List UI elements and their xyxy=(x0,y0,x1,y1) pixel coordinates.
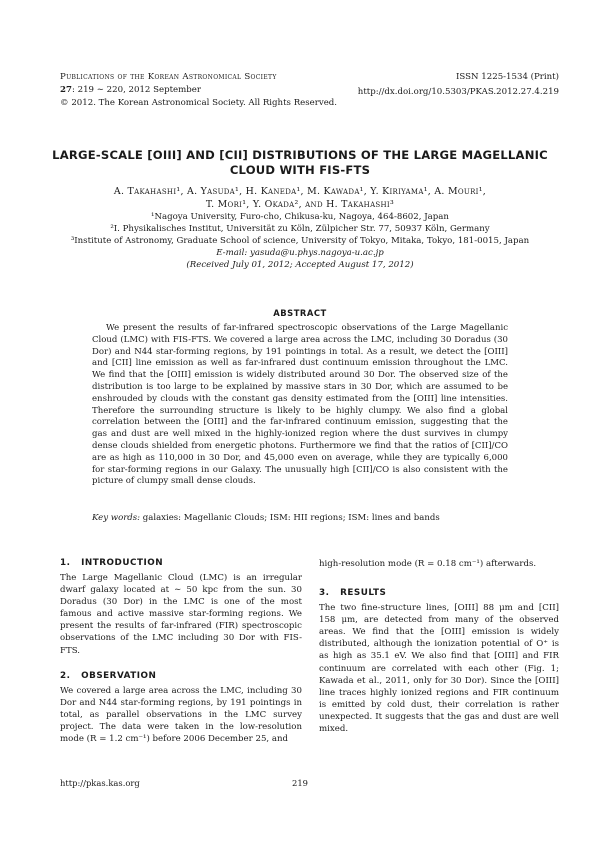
title-line-2: CLOUD WITH FIS-FTS xyxy=(229,163,371,177)
affiliations xyxy=(40,211,560,271)
left-column xyxy=(60,558,302,745)
keywords xyxy=(92,512,508,524)
author-list xyxy=(40,185,560,211)
abstract-heading: ABSTRACT xyxy=(273,308,327,318)
intro-text: The Large Magellanic Cloud (LMC) is an irregular dwarf galaxy located at ∼ 50 kpc from the sun. 30 Doradus (30 Dor) in the LMC is one of the most famous and active massive star-forming regions. We present the results of far-infrared (FIR) spectroscopic observations of the LMC including 30 Dor with FIS-FTS. xyxy=(60,573,302,656)
paper-title xyxy=(40,148,560,178)
email: E-mail: yasuda@u.phys.nagoya-u.ac.jp xyxy=(216,248,384,258)
results-heading: 3. RESULTS xyxy=(319,588,387,599)
page-range: : 219 ∼ 220, 2012 September xyxy=(71,85,201,95)
volume-info xyxy=(60,84,201,96)
right-column xyxy=(319,558,559,735)
title-line-1: LARGE-SCALE [OIII] AND [CII] DISTRIBUTIONS OF THE LARGE MAGELLANIC xyxy=(52,148,548,162)
keywords-label: Key words: xyxy=(92,513,141,523)
affiliation-2: ²I. Physikalisches Institut, Universität zu Köln, Zülpicher Str. 77, 50937 Köln, Germany xyxy=(110,224,490,234)
issn: ISSN 1225-1534 (Print) xyxy=(456,72,559,82)
affiliation-1: ¹Nagoya University, Furo-cho, Chikusa-ku, Nagoya, 464-8602, Japan xyxy=(151,212,449,222)
copyright: © 2012. The Korean Astronomical Society. All Rights Reserved. xyxy=(60,98,338,108)
received-dates: (Received July 01, 2012; Accepted August 17, 2012) xyxy=(186,260,414,270)
volume-number: 27 xyxy=(60,85,72,95)
keywords-text: galaxies: Magellanic Clouds; ISM: HII regions; ISM: lines and bands xyxy=(142,513,440,523)
affiliation-3: ³Institute of Astronomy, Graduate School of science, University of Tokyo, Mitaka, Tokyo, 181-0015, Japan xyxy=(70,236,530,246)
doi-link[interactable]: http://dx.doi.org/10.5303/PKAS.2012.27.4.219 xyxy=(357,87,559,97)
page-number: 219 xyxy=(292,778,308,788)
footer-url[interactable]: http://pkas.kas.org xyxy=(60,778,140,788)
journal-name: Publications of the Korean Astronomical Society xyxy=(60,72,277,82)
authors-line-1: A. Takahashi¹, A. Yasuda¹, H. Kaneda¹, M. Kawada¹, Y. Kiriyama¹, A. Mouri¹, xyxy=(113,186,487,197)
abstract-text: We present the results of far-infrared spectroscopic observations of the Large Magellanic Cloud (LMC) with FIS-FTS. We covered a large area across the LMC, including 30 Doradus (30 Dor) and N44 star-forming regions, by 191 pointings in total. As a result, we detect the [OIII] and [CII] line emission as well as far-infrared dust continuum emission throughout the LMC. We find that the [OIII] emission is widely distributed around 30 Dor. The observed size of the distribution is too large to be explained by massive stars in 30 Dor, which are assumed to be enshrouded by clouds with the constant gas density estimated from the [OIII] line intensities. Therefore the surrounding structure is likely to be highly clumpy. We also find a global correlation between the [OIII] and the far-infrared continuum emission, suggesting that the gas and dust are well mixed in the highly-ionized region where the dust survives in clumpy dense clouds shielded from energetic photons. Furthermore we find that the ratios of [CII]/CO are as high as 110,000 in 30 Dor, and 45,000 even on average, while they are typically 6,000 for star-forming regions in our Galaxy. The unusually high [CII]/CO is also consistent with the picture of clumpy small dense clouds. xyxy=(92,323,508,487)
observation-text-cont: high-resolution mode (R = 0.18 cm⁻¹) afterwards. xyxy=(319,559,537,569)
results-text: The two fine-structure lines, [OIII] 88 μm and [CII] 158 μm, are detected from many of the observed areas. We find that the [OIII] emission is widely distributed, although the ionization potential of O⁺ is as high as 35.1 eV. We also find that [OIII] and FIR continuum are correlated with each other (Fig. 1; Kawada et al., 2011, only for 30 Dor). Since the [OIII] line traces highly ionized regions and FIR continuum is emitted by cold dust, their correlation is rather unexpected. It suggests that the gas and dust are well mixed. xyxy=(319,603,559,735)
intro-heading: 1. INTRODUCTION xyxy=(60,558,164,568)
observation-heading: 2. OBSERVATION xyxy=(60,670,157,681)
observation-text: We covered a large area across the LMC, including 30 Dor and N44 star-forming regions, by 191 pointings in total, as parallel observations in the LMC survey project. The data were taken in the low-resolution mode (R = 1.2 cm⁻¹) before 2006 December 25, and xyxy=(60,685,302,745)
authors-line-2: T. Mori¹, Y. Okada², and H. Takahashi³ xyxy=(205,199,395,210)
